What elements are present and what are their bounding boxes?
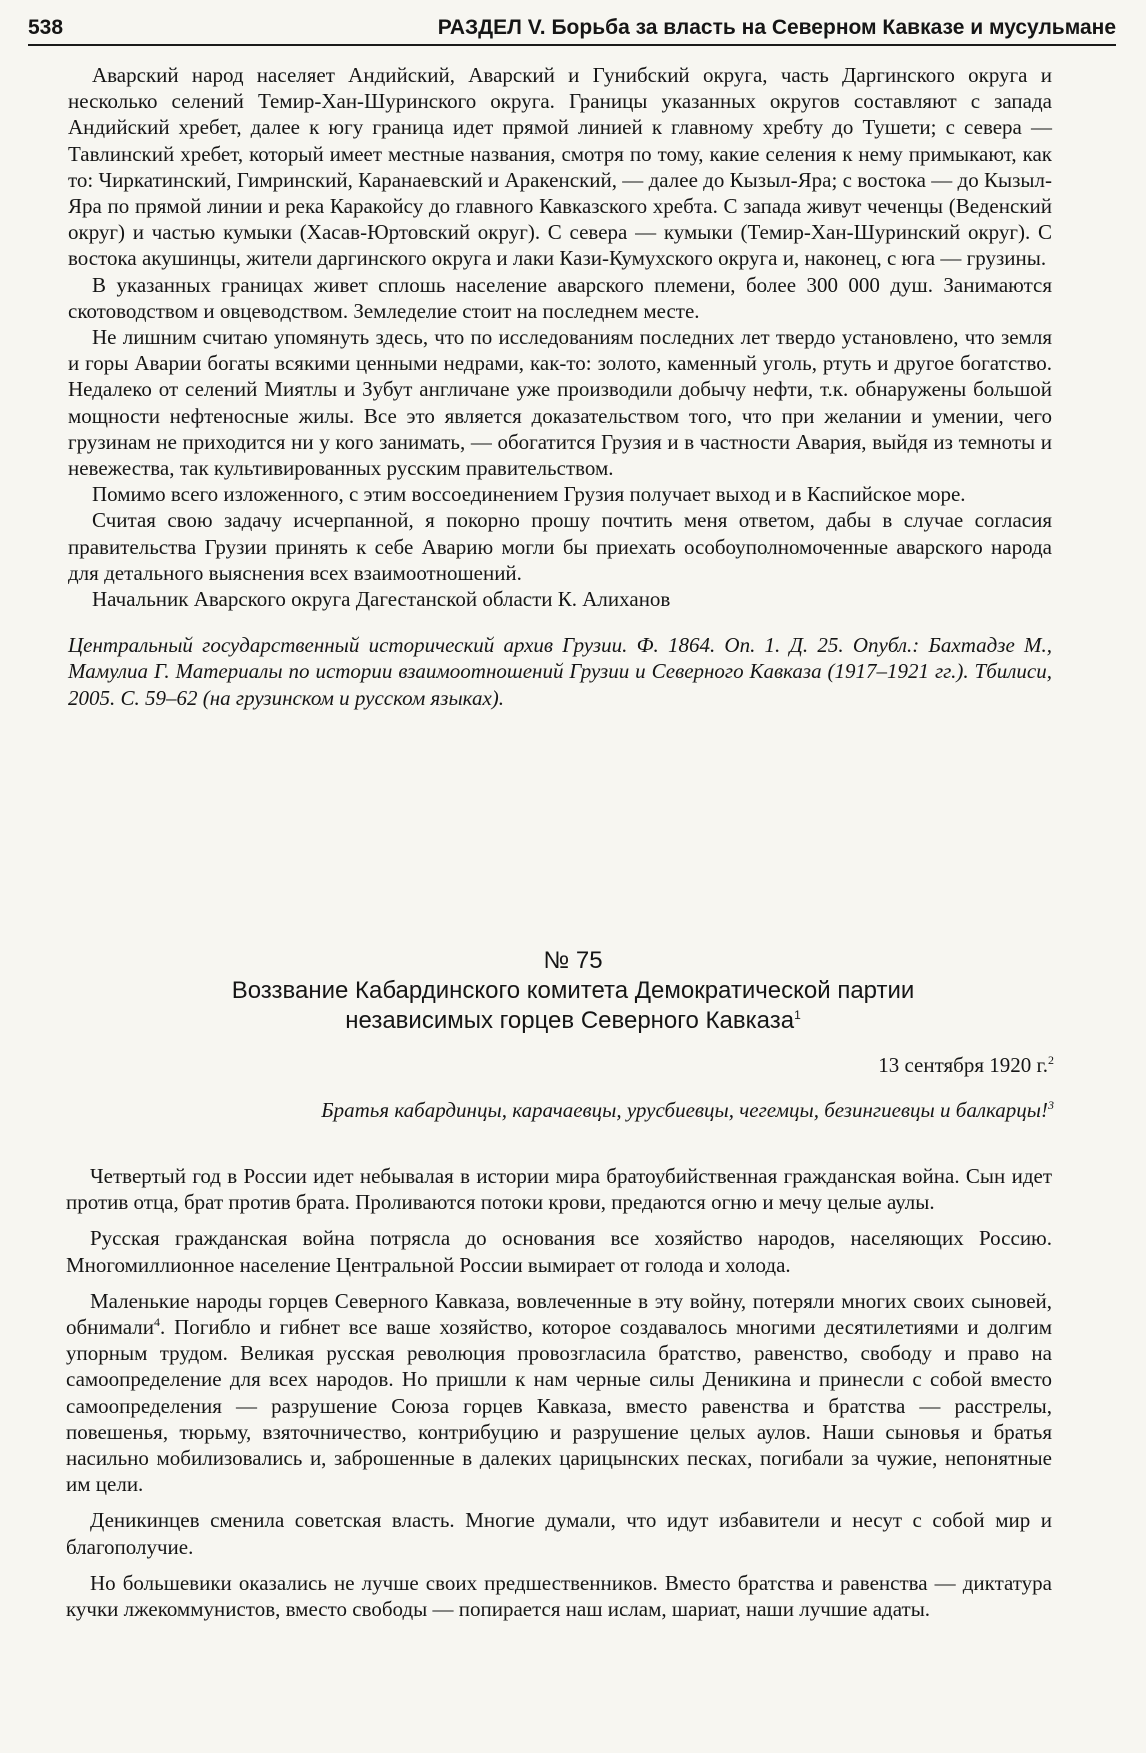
date-text: 13 сентября 1920 г. (878, 1053, 1048, 1077)
paragraph-text: . Погибло и гибнет все ваше хозяйство, которое создавалось многими десятилетиями и долгим упорным трудом. Великая русская революция провозгласила братство, равенство, свободу и право на самоопределение для всех народов. Но пришли к нам черные силы Деникина и принесли с собой вместо самоопределения — разрушение Союза горцев Кавказа, вместо равенства и братства — расстрелы, повешенья, тюрьму, взяточничество, контрибуцию и разрушение целых аулов. Наши сыновья и братья насильно мобилизовались и, заброшенные в далеких царицынских песках, погибали за чужие, непонятные им цели. (66, 1315, 1052, 1497)
paragraph: Помимо всего изложенного, с этим воссоединением Грузия получает выход и в Каспийское море. (92, 482, 966, 507)
document-number: № 75 (543, 947, 603, 974)
document-title-line-2 (190, 1006, 956, 1036)
running-header (28, 10, 1116, 46)
paragraph: Деникинцев сменила советская власть. Многие думали, что идут избавители и несут с собой мир и благополучие. (66, 1508, 1052, 1559)
footnote-marker: 3 (1048, 1098, 1054, 1112)
signature-line: Начальник Аварского округа Дагестанской области К. Алиханов (92, 587, 671, 612)
paragraph: Считая свою задачу исчерпанной, я покорно прошу почтить меня ответом, дабы в случае согласия правительства Грузии принять к себе Аварию могли бы приехать особоуполномоченные аварского народа для детального выяснения всех взаимоотношений. (68, 508, 1052, 585)
footnote-marker: 1 (794, 1008, 801, 1022)
document-title-line-1: Воззвание Кабардинского комитета Демократической партии (231, 977, 915, 1004)
appeal-text (66, 1163, 1052, 1632)
document-date (878, 1053, 1054, 1078)
footnote-marker: 2 (1048, 1053, 1054, 1067)
archive-source-note: Центральный государственный исторический архив Грузии. Ф. 1864. Оп. 1. Д. 25. Опубл.: Бахтадзе М., Мамулиа Г. Материалы по истории взаимоотношений Грузии и Северного Кавказа (1917–1921 гг.). Тбилиси, 2005. С. 59–62 (на грузинском и русском языках). (68, 633, 1052, 710)
paragraph: Не лишним считаю упомянуть здесь, что по исследованиям последних лет твердо установлено, что земля и горы Аварии богаты всякими ценными недрами, как-то: золото, каменный уголь, ртуть и другое богатство. Недалеко от селений Миятлы и Зубут англичане уже производили добычу нефти, т.к. обнаружены большой мощности нефтеносные жилы. Все это является доказательством того, что при желании и умении, чего грузинам не приходится ни у кого занимать, — обогатится Грузия и в частности Авария, выйдя из темноты и невежества, так культивированных русским правительством. (68, 325, 1052, 481)
previous-document-text (68, 62, 1052, 711)
section-title: РАЗДЕЛ V. Борьба за власть на Северном Кавказе и мусульмане (437, 16, 1116, 39)
footnote-marker: 4 (154, 1315, 161, 1330)
paragraph: Но большевики оказались не лучше своих предшественников. Вместо братства и равенства — диктатура кучки лжекоммунистов, вместо свободы — попирается наш ислам, шариат, наши лучшие адаты. (66, 1570, 1052, 1622)
paragraph: Четвертый год в России идет небывалая в истории мира братоубийственная гражданская война. Сын идет против отца, брат против брата. Проливаются потоки крови, предаются огню и мечу целые аулы. (66, 1164, 1052, 1215)
paragraph: В указанных границах живет сплошь население аварского племени, более 300 000 душ. Занимаются скотоводством и овцеводством. Земледелие стоит на последнем месте. (68, 272, 1052, 323)
title-text: независимых горцев Северного Кавказа (345, 1007, 795, 1034)
paragraph (66, 1288, 1052, 1498)
paragraph-text: Маленькие народы горцев Северного Кавказа, вовлеченные в эту войну, потеряли многих своих сыновей, обнимали (66, 1288, 1052, 1340)
paragraph: Аварский народ населяет Андийский, Аварский и Гунибский округа, часть Даргинского округа и несколько селений Темир-Хан-Шуринского округа. Границы указанных округов составляют с запада Андийский хребет, далее к югу граница идет прямой линией к главному хребту до Тушети; с севера — Тавлинский хребет, который имеет местные названия, смотря по тому, какие селения к нему примыкают, как то: Чиркатинский, Гимринский, Каранаевский и Аракенский, — далее до Кызыл-Яра; с востока — до Кызыл-Яра по прямой линии и река Каракойсу до главного Кавказского хребта. С запада живут чеченцы (Веденский округ) и частью кумыки (Хасав-Юртовский округ). С севера — кумыки (Темир-Хан-Шуринский округ). С востока акушинцы, жители даргинского округа и лаки Кази-Кумухского округа и, наконец, с юга — грузины. (68, 63, 1052, 271)
document-heading (190, 946, 956, 1036)
salutation (321, 1098, 1054, 1123)
page-number: 538 (28, 16, 64, 39)
salutation-text: Братья кабардинцы, карачаевцы, урусбиевцы, чегемцы, безингиевцы и балкарцы! (321, 1098, 1048, 1122)
paragraph: Русская гражданская война потрясла до основания все хозяйство народов, населяющих Россию. Многомиллионное население Центральной России вымирает от голода и холода. (66, 1226, 1052, 1277)
